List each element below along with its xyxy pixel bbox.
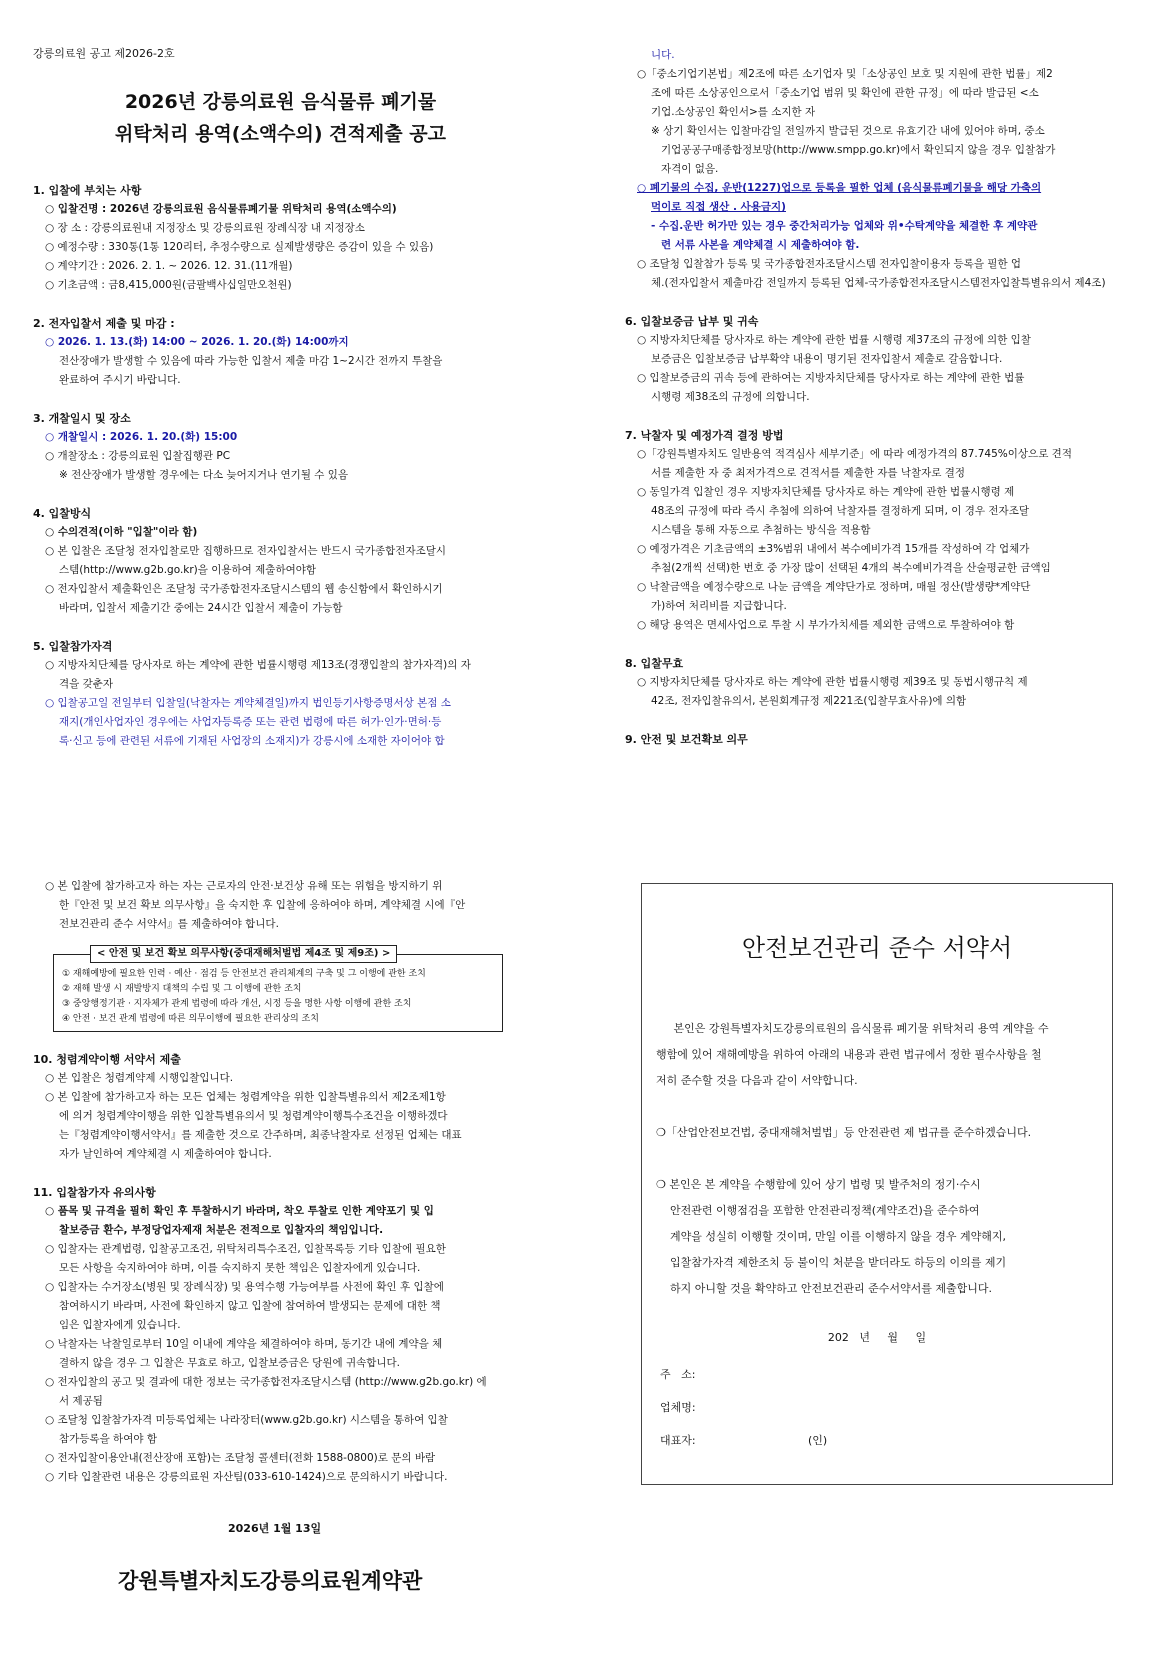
text-line: 서 제공됨 <box>59 1395 103 1407</box>
pledge-line <box>656 1146 1106 1172</box>
text-line: ○ 입찰공고일 전일부터 입찰일(낙찰자는 계약체결일)까지 법인등기사항증명서상 본점 소 <box>45 697 451 709</box>
notice-number: 강릉의료원 공고 제2026-2호 <box>33 47 175 60</box>
left-column-top <box>33 181 543 751</box>
text-line: ※ 전산장애가 발생할 경우에는 다소 늦어지거나 연기될 수 있음 <box>59 469 349 481</box>
text-line: 가)하여 처리비를 지급합니다. <box>651 600 787 612</box>
section-heading: 10. 청렴계약이행 서약서 제출 <box>33 1053 181 1066</box>
text-line: ○「중소기업기본법」제2조에 따른 소기업자 및「소상공인 보호 및 지원에 관한 법률」제2 <box>637 68 1053 80</box>
section-heading: 3. 개찰일시 및 장소 <box>33 412 131 425</box>
text-line: 기업.소상공인 확인서>를 소지한 자 <box>651 106 816 118</box>
pledge-representative-label: 대표자: <box>660 1434 696 1447</box>
pledge-line: 본인은 강원특별자치도강릉의료원의 음식물류 폐기물 위탁처리 용역 계약을 수 <box>656 1022 1049 1035</box>
text-line: ○ 낙찰자는 낙찰일로부터 10일 이내에 계약을 체결하여야 하며, 동기간 내에 계약을 체 <box>45 1338 443 1350</box>
safety-duties-caption: < 안전 및 보건 확보 의무사항(중대재해처벌법 제4조 및 제9조) > <box>90 945 397 963</box>
pledge-line: 입찰참가자격 제한조치 등 불이익 처분을 받더라도 하등의 이의를 제기 <box>656 1256 1007 1269</box>
section-heading: 6. 입찰보증금 납부 및 귀속 <box>625 315 759 328</box>
text-line: ○ 기초금액 : 금8,415,000원(금팔백사십일만오천원) <box>45 279 292 291</box>
text-line: 참여하시기 바라며, 사전에 확인하지 않고 입찰에 참여하여 발생되는 문제에 대한 책 <box>59 1300 441 1312</box>
pledge-company-label: 업체명: <box>660 1401 696 1414</box>
section-heading: 7. 낙찰자 및 예정가격 결정 방법 <box>625 429 784 442</box>
text-line: ○ 전자입찰의 공고 및 결과에 대한 정보는 국가종합전자조달시스템 (http://www.g2b.go.kr) 에 <box>45 1376 487 1388</box>
text-line: ○ 개찰장소 : 강릉의료원 입찰집행관 PC <box>45 450 231 462</box>
text-line: ○ 낙찰금액을 예정수량으로 나눈 금액을 계약단가로 정하며, 매월 정산(발생량*계약단 <box>637 581 1031 593</box>
signer: 강원특별자치도강릉의료원계약관 <box>118 1569 423 1593</box>
text-line: 임은 입찰자에게 있습니다. <box>59 1319 181 1331</box>
document-title <box>33 86 528 150</box>
text-line <box>33 618 543 637</box>
text-line: ○ 예정수량 : 330통(1통 120리터, 추정수량으로 실제발생량은 증감이 있을 수 있음) <box>45 241 434 253</box>
text-line: ○ 입찰자는 관계법령, 입찰공고조건, 위탁처리특수조건, 입찰목록등 기타 입찰에 필요한 <box>45 1243 446 1255</box>
pledge-line <box>656 1094 1106 1120</box>
text-line: 자격이 없음. <box>661 163 719 175</box>
issue-date: 2026년 1월 13일 <box>228 1522 322 1535</box>
safety-pledge-form <box>641 883 1113 1485</box>
text-line <box>33 485 543 504</box>
text-line: 체.(전자입찰서 제출마감 전일까지 등록된 업체-국가종합전자조달시스템전자입찰특별유의서 제4조) <box>651 277 1106 289</box>
text-line: 재지(개인사업자인 경우에는 사업자등록증 또는 관련 법령에 따른 허가·인가·면허·등 <box>59 716 442 728</box>
text-line: 시행령 제38조의 규정에 의합니다. <box>651 391 810 403</box>
text-line: ○ 동일가격 입찰인 경우 지방자치단체를 당사자로 하는 계약에 관한 법률시행령 제 <box>637 486 1015 498</box>
text-line: ○ 조달청 입찰참가 등록 및 국가종합전자조달시스템 전자입찰이용자 등록을 필한 업 <box>637 258 1022 270</box>
text-line: ○ 입찰자는 수거장소(병원 및 장례식장) 및 용역수행 가능여부를 사전에 확인 후 입찰에 <box>45 1281 444 1293</box>
text-line: ○ 본 입찰은 조달청 전자입찰로만 집행하므로 전자입찰서는 반드시 국가종합전자조달시 <box>45 545 447 557</box>
text-line: ○ 예정가격은 기초금액의 ±3%범위 내에서 복수예비가격 15개를 작성하여 각 업체가 <box>637 543 1030 555</box>
text-line: - 수집.운반 허가만 있는 경우 중간처리가능 업체와 위•수탁계약을 체결한 후 계약관 <box>651 220 1038 232</box>
text-line: 전산장애가 발생할 수 있음에 따라 가능한 입찰서 제출 마감 1~2시간 전까지 투찰을 <box>59 355 443 367</box>
text-line <box>33 295 543 314</box>
left-column-bottom <box>33 1050 543 1487</box>
text-line: 시스템을 통해 자동으로 추첨하는 방식을 적용함 <box>651 524 871 536</box>
text-line: 기업공공구매종합정보망(http://www.smpp.go.kr)에서 확인되지 않을 경우 입찰참가 <box>661 144 1056 156</box>
text-line: ○ 장 소 : 강릉의료원내 지정장소 및 강릉의료원 장례식장 내 지정장소 <box>45 222 365 234</box>
left-column-bottom-safety <box>33 877 543 934</box>
title-line-2: 위탁처리 용역(소액수의) 견적제출 공고 <box>115 123 446 145</box>
pledge-line: 계약을 성실히 이행할 것이며, 만일 이를 이행하지 않을 경우 계약해지, <box>656 1230 1006 1243</box>
text-line: ○ 품목 및 규격을 필히 확인 후 투찰하시기 바라며, 착오 투찰로 인한 계약포기 및 입 <box>45 1205 434 1217</box>
text-line: 먹이로 직접 생산 . 사용금지) <box>651 201 786 213</box>
text-line: ○ 본 입찰에 참가하고자 하는 자는 근로자의 안전·보건상 유해 또는 위험을 방지하기 위 <box>45 880 443 892</box>
text-line: 서를 제출한 자 중 최저가격으로 견적서를 제출한 자를 낙찰자로 결정 <box>651 467 966 479</box>
title-line-1: 2026년 강릉의료원 음식물류 폐기물 <box>124 91 437 113</box>
text-line: ○ 입찰보증금의 귀속 등에 관하여는 지방자치단체를 당사자로 하는 계약에 관한 법률 <box>637 372 1025 384</box>
section-heading: 11. 입찰참가자 유의사항 <box>33 1186 156 1199</box>
section-heading: 1. 입찰에 부치는 사항 <box>33 184 142 197</box>
text-line: 참가등록을 하여야 함 <box>59 1433 157 1445</box>
text-line: ○ 전자입찰이용안내(전산장애 포함)는 조달청 콜센터(전화 1588-0800)로 문의 바람 <box>45 1452 436 1464</box>
text-line: ○ 본 입찰에 참가하고자 하는 모든 업체는 청렴계약을 위한 입찰특별유의서 제2조제1항 <box>45 1091 446 1103</box>
section-heading: 5. 입찰참가자격 <box>33 640 113 653</box>
text-line: 니다. <box>651 49 675 61</box>
text-line: 록·신고 등에 관련된 서류에 기재된 사업장의 소재지)가 강릉시에 소재한 자이어야 합 <box>59 735 445 747</box>
text-line: 42조, 전자입찰유의서, 본원회계규정 제221조(입찰무효사유)에 의함 <box>651 695 967 707</box>
text-line: 자가 날인하여 계약체결 시 제출하여야 합니다. <box>59 1148 272 1160</box>
text-line <box>625 711 1135 730</box>
pledge-line: 하지 아니할 것을 확약하고 안전보건관리 준수서약서를 제출합니다. <box>656 1282 992 1295</box>
text-line: ○ 폐기물의 수집, 운반(1227)업으로 등록을 필한 업체 (음식물류폐기물을 해당 가축의 <box>637 182 1042 194</box>
text-line: 48조의 규정에 따라 즉시 추첨에 의하여 낙찰자를 결정하게 되며, 이 경우 전자조달 <box>651 505 1029 517</box>
safety-duty-item: ④ 안전 · 보건 관계 법령에 따른 의무이행에 필요한 관리상의 조치 <box>62 1014 319 1024</box>
text-line: 에 의거 청렴계약이행을 위한 입찰특별유의서 및 청렴계약이행특수조건을 이행하겠다 <box>59 1110 448 1122</box>
pledge-title: 안전보건관리 준수 서약서 <box>741 934 1013 962</box>
text-line: ○ 2026. 1. 13.(화) 14:00 ~ 2026. 1. 20.(화) 14:00까지 <box>45 336 349 348</box>
right-column-top <box>625 46 1135 749</box>
text-line: 바라며, 입찰서 제출기간 중에는 24시간 입찰서 제출이 가능함 <box>59 602 343 614</box>
text-line: ○「강원특별자치도 일반용역 적격심사 세부기준」에 따라 예정가격의 87.745%이상으로 견적 <box>637 448 1072 460</box>
text-line: ○ 본 입찰은 청렴계약제 시행입찰입니다. <box>45 1072 234 1084</box>
text-line <box>625 293 1135 312</box>
text-line: 추첨(2개씩 선택)한 번호 중 가장 많이 선택된 4개의 복수예비가격을 산술평균한 금액임 <box>651 562 1051 574</box>
text-line: ○ 조달청 입찰참가자격 미등록업체는 나라장터(www.g2b.go.kr) 시스템을 통하여 입찰 <box>45 1414 448 1426</box>
pledge-line: 행함에 있어 재해예방을 위하여 아래의 내용과 관련 법규에서 정한 필수사항을 철 <box>656 1048 1042 1061</box>
pledge-body <box>656 1016 1106 1302</box>
text-line: ○ 입찰건명 : 2026년 강릉의료원 음식물류폐기물 위탁처리 용역(소액수의) <box>45 203 397 215</box>
text-line: 조에 따른 소상공인으로서「중소기업 범위 및 확인에 관한 규정」에 따라 발급된 <소 <box>651 87 1039 99</box>
text-line: ○ 수의견적(이하 "입찰"이라 함) <box>45 526 198 538</box>
pledge-line: ❍ 본인은 본 계약을 수행함에 있어 상기 법령 및 발주처의 정기·수시 <box>656 1178 981 1191</box>
text-line: 보증금은 입찰보증금 납부확약 내용이 명기된 전자입찰서 제출로 갈음합니다. <box>651 353 1003 365</box>
text-line <box>625 407 1135 426</box>
pledge-line: ❍「산업안전보건법, 중대재해처벌법」등 안전관련 제 법규를 준수하겠습니다. <box>656 1126 1032 1139</box>
pledge-line: 저히 준수할 것을 다음과 같이 서약합니다. <box>656 1074 858 1087</box>
pledge-seal-mark: (인) <box>808 1434 828 1447</box>
section-heading: 8. 입찰무효 <box>625 657 684 670</box>
section-heading: 4. 입찰방식 <box>33 507 92 520</box>
safety-duty-item: ① 재해예방에 필요한 인력 · 예산 · 점검 등 안전보건 관리체계의 구축 및 그 이행에 관한 조치 <box>62 969 426 979</box>
section-heading: 2. 전자입찰서 제출 및 마감 : <box>33 317 175 330</box>
pledge-date-line: 202 년 월 일 <box>827 1331 927 1344</box>
safety-duties-box <box>33 946 513 1032</box>
text-line: ○ 지방자치단체를 당사자로 하는 계약에 관한 법률 시행령 제37조의 규정에 의한 입찰 <box>637 334 1031 346</box>
text-line: 전보건관리 준수 서약서』를 제출하여야 합니다. <box>59 918 279 930</box>
text-line: 는『청렴계약이행서약서』를 제출한 것으로 간주하며, 최종낙찰자로 선정된 업체는 대표 <box>59 1129 462 1141</box>
text-line: 완료하여 주시기 바랍니다. <box>59 374 181 386</box>
text-line: ○ 전자입찰서 제출확인은 조달청 국가종합전자조달시스템의 웹 송신함에서 확인하시기 <box>45 583 443 595</box>
text-line <box>33 390 543 409</box>
text-line: 한『안전 및 보건 확보 의무사항』을 숙지한 후 입찰에 응하여야 하며, 계약체결 시에『안 <box>59 899 466 911</box>
text-line: ○ 개찰일시 : 2026. 1. 20.(화) 15:00 <box>45 431 238 443</box>
text-line: ○ 해당 용역은 면세사업으로 투찰 시 부가가치세를 제외한 금액으로 투찰하여야 함 <box>637 619 1015 631</box>
text-line: ○ 지방자치단체를 당사자로 하는 계약에 관한 법률시행령 제13조(경쟁입찰의 참가자격)의 자 <box>45 659 471 671</box>
safety-duty-item: ② 재해 발생 시 재발방지 대책의 수립 및 그 이행에 관한 조치 <box>62 984 302 994</box>
text-line: ※ 상기 확인서는 입찰마감일 전일까지 발급된 것으로 유효기간 내에 있어야 하며, 중소 <box>651 125 1045 137</box>
safety-duties-list <box>53 948 503 1032</box>
section-heading: 9. 안전 및 보건확보 의무 <box>625 733 748 746</box>
text-line: ○ 기타 입찰관련 내용은 강릉의료원 자산팀(033-610-1424)으로 문의하시기 바랍니다. <box>45 1471 448 1483</box>
text-line: 결하지 않을 경우 그 입찰은 무효로 하고, 입찰보증금은 당원에 귀속합니다. <box>59 1357 401 1369</box>
text-line: 스템(http://www.g2b.go.kr)을 이용하여 제출하여야함 <box>59 564 317 576</box>
pledge-line: 안전관련 이행점검을 포함한 안전관리정책(계약조건)을 준수하여 <box>656 1204 980 1217</box>
safety-duty-item: ③ 중앙행정기관 · 지자체가 관계 법령에 따라 개선, 시정 등을 명한 사항 이행에 관한 조치 <box>62 999 412 1009</box>
pledge-address-label: 주 소: <box>660 1368 696 1381</box>
text-line: 련 서류 사본을 계약체결 시 제출하여야 함. <box>661 239 860 251</box>
text-line: 찰보증금 환수, 부정당업자제재 처분은 전적으로 입찰자의 책임입니다. <box>59 1224 384 1236</box>
text-line <box>33 1164 543 1183</box>
text-line: 모든 사항을 숙지하여야 하며, 이를 숙지하지 못한 책임은 입찰자에게 있습니다. <box>59 1262 421 1274</box>
text-line: ○ 지방자치단체를 당사자로 하는 계약에 관한 법률시행령 제39조 및 동법시행규칙 제 <box>637 676 1028 688</box>
text-line: 격을 갖춘자 <box>59 678 114 690</box>
text-line: ○ 계약기간 : 2026. 2. 1. ~ 2026. 12. 31.(11개월) <box>45 260 293 272</box>
text-line <box>625 635 1135 654</box>
